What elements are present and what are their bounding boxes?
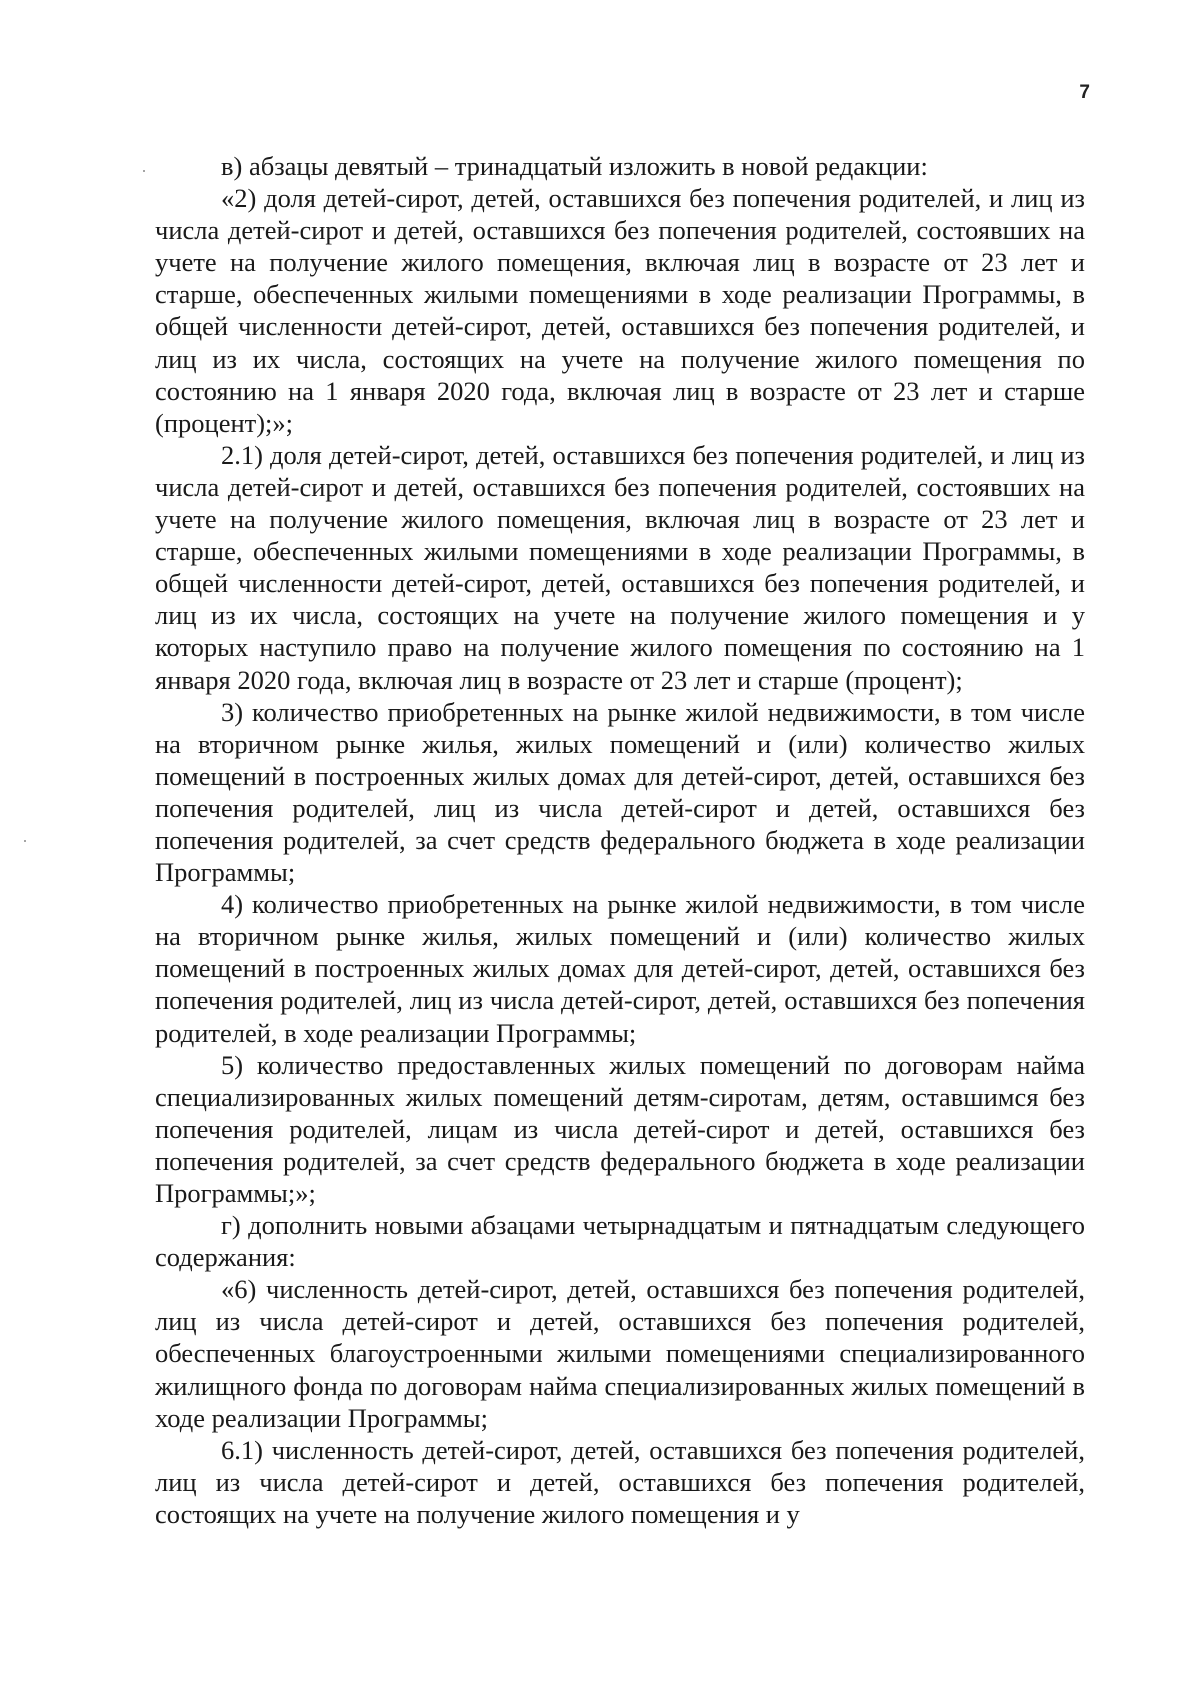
paragraph-item-4: 4) количество приобретенных на рынке жилой недвижимости, в том числе на вторичном рынке жилья, жилых помещений и (или) количество жилых помещений в построенных жилых домах для детей-сирот, детей, оставшихся без попечения родителей, лиц из числа детей-сирот, детей, оставшихся без попечения родителей, в ходе реализации Программы; xyxy=(155,889,1085,1048)
page-number: 7 xyxy=(1079,82,1090,103)
scan-speck xyxy=(143,170,145,172)
paragraph-item-6-1: 6.1) численность детей-сирот, детей, оставшихся без попечения родителей, лиц из числа детей-сирот и детей, оставшихся без попечения родителей, состоящих на учете на получение жилого помещения и у xyxy=(155,1434,1085,1529)
paragraph-item-2: «2) доля детей-сирот, детей, оставшихся без попечения родителей, и лиц из числа детей-сирот и детей, оставшихся без попечения родителей, состоявших на учете на получение жилого помещения, включая лиц в возрасте от 23 лет и старше, обеспеченных жилыми помещениями в ходе реализации Программы, в общей численности детей-сирот, детей, оставшихся без попечения родителей, и лиц из их числа, состоящих на учете на получение жилого помещения по состоянию на 1 января 2020 года, включая лиц в возрасте от 23 лет и старше (процент);»; xyxy=(155,183,1085,438)
paragraph-item-2-1: 2.1) доля детей-сирот, детей, оставшихся без попечения родителей, и лиц из числа детей-сирот и детей, оставшихся без попечения родителей, состоявших на учете на получение жилого помещения, включая лиц в возрасте от 23 лет и старше, обеспеченных жилыми помещениями в ходе реализации Программы, в общей численности детей-сирот, детей, оставшихся без попечения родителей, и лиц из их числа, состоящих на учете на получение жилого помещения и у которых наступило право на получение жилого помещения по состоянию на 1 января 2020 года, включая лиц в возрасте от 23 лет и старше (процент); xyxy=(155,439,1085,695)
paragraph-section-g: г) дополнить новыми абзацами четырнадцатым и пятнадцатым следующего содержания: xyxy=(155,1210,1085,1273)
scan-speck xyxy=(24,840,26,842)
paragraph-item-5: 5) количество предоставленных жилых помещений по договорам найма специализированных жилых помещений детям-сиротам, детям, оставшимся без попечения родителей, лицам из числа детей-сирот и детей, оставшихся без попечения родителей, за счет средств федерального бюджета в ходе реализации Программы;»; xyxy=(155,1049,1085,1208)
paragraph-intro: в) абзацы девятый – тринадцатый изложить в новой редакции: xyxy=(221,151,928,181)
paragraph-item-3: 3) количество приобретенных на рынке жилой недвижимости, в том числе на вторичном рынке жилья, жилых помещений и (или) количество жилых помещений в построенных жилых домах для детей-сирот, детей, оставшихся без попечения родителей, лиц из числа детей-сирот и детей, оставшихся без попечения родителей, за счет средств федерального бюджета в ходе реализации Программы; xyxy=(155,696,1085,888)
document-body xyxy=(155,150,1085,1530)
paragraph-item-6: «6) численность детей-сирот, детей, оставшихся без попечения родителей, лиц из числа детей-сирот и детей, оставшихся без попечения родителей, обеспеченных благоустроенными жилыми помещениями специализированного жилищного фонда по договорам найма специализированных жилых помещений в ходе реализации Программы; xyxy=(155,1274,1085,1433)
